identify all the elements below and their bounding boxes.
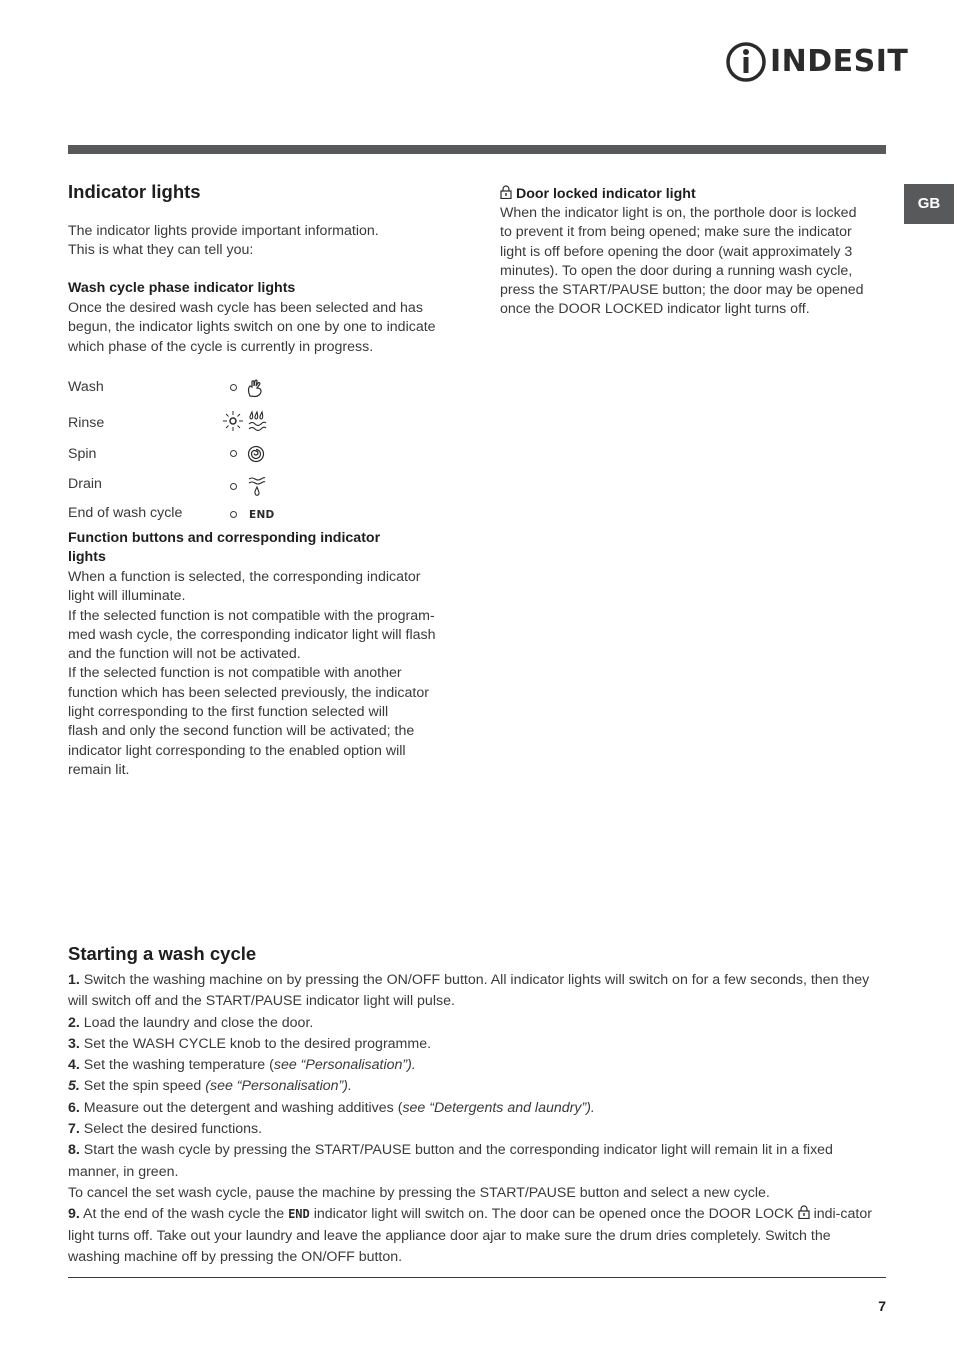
step-text: indicator light will switch on. The door can be opened once the DOOR LOCK: [309, 1206, 798, 1223]
door-locked-text: [500, 204, 890, 320]
wash-phase-text: Once the desired wash cycle has been selected and has begun, the indicator lights switch on one by one to indicate which phase of the cycle is currently in progress.: [68, 300, 436, 355]
function-text-line: med wash cycle, the corresponding indicator light will flash: [68, 626, 436, 643]
step-8: [68, 1140, 886, 1183]
phase-label-end: End of wash cycle: [68, 505, 183, 521]
step-text: Set the WASH CYCLE knob to the desired programme.: [83, 1035, 432, 1052]
phase-indicator-table: [68, 370, 328, 530]
phase-label-spin: Spin: [68, 446, 97, 462]
door-text-line: When the indicator light is on, the porthole door is locked: [500, 205, 857, 221]
step-text: Measure out the detergent and washing additives (: [83, 1099, 403, 1116]
phase-label-drain: Drain: [68, 476, 102, 492]
function-text-line: indicator light corresponding to the enabled option will: [68, 742, 406, 759]
spin-icon: [247, 445, 265, 463]
step-number: 1.: [68, 972, 80, 988]
end-icon: END: [249, 509, 275, 521]
step-number: 3.: [68, 1035, 80, 1052]
lock-icon: [500, 185, 512, 199]
step-reference: see “Personalisation”).: [273, 1057, 416, 1074]
flashing-indicator-icon: [222, 410, 244, 432]
door-locked-heading: [500, 185, 886, 204]
function-text-line: If the selected function is not compatible with the program-: [68, 607, 435, 624]
door-text-line: light is off before opening the door (wait approximately 3: [500, 243, 853, 260]
logo-i-mark-icon: [726, 40, 766, 84]
step-text: Load the laundry and close the door.: [83, 1014, 314, 1031]
end-icon: END: [288, 1207, 310, 1222]
starting-wash-cycle-title: Starting a wash cycle: [68, 943, 257, 964]
indicator-dot: [230, 511, 237, 518]
step-text: Start the wash cycle by pressing the START/PAUSE button and the corresponding indicator light will remain lit in a fixed manner, in green.: [68, 1142, 833, 1180]
function-text-line: When a function is selected, the corresponding indicator: [68, 569, 421, 585]
phase-label-wash: Wash: [68, 379, 104, 395]
page-number: 7: [878, 1298, 886, 1314]
step-reference: see “Detergents and laundry”).: [402, 1099, 595, 1116]
step-3: [68, 1034, 886, 1055]
step-number: 6.: [68, 1099, 80, 1116]
indesit-logo: [726, 40, 909, 84]
step-number: 4.: [68, 1057, 80, 1074]
step-reference: (see “Personalisation”).: [205, 1078, 352, 1095]
intro-line-1: The indicator lights provide important information.: [68, 223, 379, 239]
step-7: [68, 1119, 886, 1140]
function-text-line: light will illuminate.: [68, 588, 186, 605]
wash-steps: [68, 970, 886, 1268]
footer-rule: [68, 1277, 886, 1278]
step-text: Set the spin speed: [83, 1078, 206, 1095]
door-text-line: once the DOOR LOCKED indicator light turns off.: [500, 301, 810, 318]
wash-hand-icon: [246, 378, 264, 398]
function-heading-line-1: Function buttons and corresponding indicator: [68, 530, 381, 546]
door-text-line: minutes). To open the door during a running wash cycle,: [500, 262, 853, 279]
function-text-line: function which has been selected previously, the indicator: [68, 684, 429, 701]
step-number: 8.: [68, 1142, 80, 1159]
step-text: indi-cator light turns off. Take out your laundry and leave the appliance door ajar to make sure the drum dries completely. Switch the washing machine off by pressing the ON/OFF button.: [68, 1206, 872, 1265]
cancel-note: To cancel the set wash cycle, pause the machine by pressing the START/PAUSE button and select a new cycle.: [68, 1184, 770, 1201]
phase-label-rinse: Rinse: [68, 415, 105, 431]
function-text-line: remain lit.: [68, 761, 130, 778]
step-1: [68, 970, 886, 1013]
rinse-icon: [247, 410, 267, 432]
step-text: Set the washing temperature (: [83, 1057, 274, 1074]
step-9: [68, 1204, 886, 1268]
lock-icon: [798, 1205, 810, 1219]
door-text-line: to prevent it from being opened; make sure the indicator: [500, 224, 852, 241]
step-text: Switch the washing machine on by pressing the ON/OFF button. All indicator lights will switch on for a few seconds, then they will switch off and the START/PAUSE indicator light will pulse.: [68, 972, 870, 1010]
step-text: Select the desired functions.: [83, 1121, 263, 1138]
function-buttons-heading: [68, 529, 460, 568]
step-2: [68, 1013, 886, 1034]
indicator-dot: [230, 384, 237, 391]
indicator-dot: [230, 483, 237, 490]
step-6: [68, 1098, 886, 1119]
intro-line-2: This is what they can tell you:: [68, 242, 254, 259]
function-text-line: flash and only the second function will be activated; the: [68, 723, 415, 740]
function-text-line: and the function will not be activated.: [68, 646, 301, 663]
language-tab: GB: [904, 184, 954, 224]
step-number: 5.: [68, 1078, 80, 1095]
step-5: [68, 1076, 886, 1097]
indicator-lights-title: Indicator lights: [68, 181, 201, 202]
step-number: 9.: [68, 1206, 80, 1223]
wash-phase-heading: Wash cycle phase indicator lights: [68, 280, 296, 296]
indicator-dot: [230, 450, 237, 457]
door-text-line: press the START/PAUSE button; the door may be opened: [500, 282, 864, 299]
intro-text: [68, 222, 458, 261]
step-text: At the end of the wash cycle the: [83, 1206, 289, 1223]
header-bar: [68, 145, 886, 154]
logo-wordmark: INDESIT: [770, 44, 909, 79]
function-heading-line-2: lights: [68, 549, 106, 566]
function-buttons-text: [68, 568, 468, 780]
step-number: 7.: [68, 1121, 80, 1138]
door-locked-heading-text: Door locked indicator light: [515, 186, 696, 202]
step-4: [68, 1055, 886, 1076]
function-text-line: If the selected function is not compatible with another: [68, 665, 402, 682]
function-text-line: light corresponding to the first function selected will: [68, 704, 389, 721]
drain-icon: [248, 476, 266, 498]
step-number: 2.: [68, 1014, 80, 1031]
